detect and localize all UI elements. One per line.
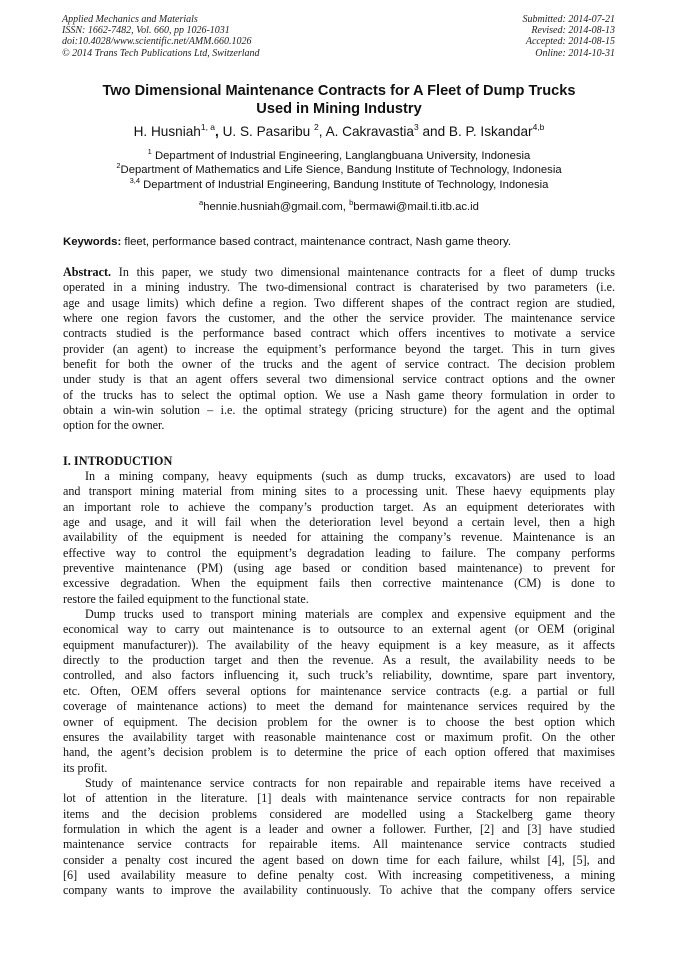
paragraph-line: availability of the equipment is needed for attaining the company’s revenue. Maintenance is an [63, 530, 615, 545]
keywords [63, 235, 615, 249]
abstract-text: In this paper, we study two dimensional maintenance contracts for a fleet of dump trucks [111, 265, 615, 279]
abstract-label: Abstract. [63, 265, 112, 279]
author-separator: , [215, 124, 219, 139]
author-name: and B. P. Iskandar [418, 124, 533, 139]
paragraph-line: directly to the production target and then the revenue. As a result, the availability needs to be [63, 653, 615, 668]
affiliation-superscript: 2 [116, 161, 121, 171]
author-superscript: 1, a [200, 122, 216, 132]
paragraph-line: consider a penalty cost incured the agent based on down time for each failure, whilst [4], [5], and [63, 852, 615, 867]
paragraph-line: restore the failed equipment to the functional state. [63, 591, 309, 606]
author-name: A. Cakravastia [325, 124, 414, 139]
author-superscript: 4,b [532, 122, 545, 132]
affiliation-list [40, 149, 638, 192]
paragraph-line: formulation in which the agent is a leader and owner a follower. Further, [2] and [3] have studied [63, 821, 615, 836]
abstract-line: under study is that an agent offers several two dimensional service contract options and the owner [63, 372, 615, 387]
abstract-line [63, 265, 615, 280]
revised-date: Revised: 2014-08-13 [531, 25, 615, 37]
paragraph-line: and transport mining material from mining sites to a processing unit. These haevy equipments play [63, 484, 615, 499]
paragraph-line: lot of attention in the literature. [1] deals with maintenance service contracts for non repairable [63, 791, 615, 806]
keywords-label: Keywords: [63, 236, 122, 248]
paragraph-line: its profit. [63, 760, 108, 775]
author-name: H. Husniah [133, 124, 201, 139]
paragraph-line: economical way to carry out maintenance is to outsource to an external agent (or OEM (original [63, 622, 615, 637]
introduction-body [63, 469, 615, 899]
journal-issn: ISSN: 1662-7482, Vol. 660, pp 1026-1031 [62, 25, 230, 37]
abstract [63, 265, 615, 434]
paragraph-line: company wants to improve the availability continuously. To achive that the company offers service [63, 883, 615, 898]
journal-name: Applied Mechanics and Materials [62, 14, 198, 25]
keywords-text: fleet, performance based contract, maintenance contract, Nash game theory. [121, 236, 512, 248]
paragraph-line: ensures the availability target with reasonable maintenance cost or maximum profit. On the other [63, 729, 615, 744]
paragraph-line: controlled, and also factors influencing it, such truck’s reliability, downtime, spare part inventory, [63, 668, 615, 683]
paper-title [50, 82, 628, 118]
affiliation-text: Department of Industrial Engineering, Langlangbuana University, Indonesia [151, 150, 531, 162]
paragraph-line: coverage of maintenance actions) to meet the demand for maintenance services required by the [63, 699, 615, 714]
paragraph-line: effective way to control the equipment’s degradation leading to failure. The company performs [63, 545, 615, 560]
abstract-line: option for the owner. [63, 418, 165, 433]
paragraph-line: equipment manufacturer)). The availability of the heavy equipment is a key measure, as it affects [63, 637, 615, 652]
paragraph-line: excessive degradation. When the equipment fails then corrective maintenance (CM) is done to [63, 576, 615, 591]
email-superscript: a [199, 198, 204, 207]
paragraph-line: Study of maintenance service contracts for non repairable and repairable items have received a [85, 775, 615, 790]
email-address: bermawi@mail.ti.itb.ac.id [353, 201, 479, 213]
journal-doi: doi:10.4028/www.scientific.net/AMM.660.1026 [62, 36, 252, 48]
affiliation-superscript: 3,4 [129, 175, 140, 185]
title-line-2: Used in Mining Industry [256, 101, 422, 117]
section-heading-introduction: I. INTRODUCTION [63, 454, 173, 468]
journal-header-left [62, 14, 260, 59]
paragraph-line: etc. Often, OEM offers several options for maintenance service contracts (e.g. a partial or full [63, 683, 615, 698]
author-separator: , [318, 124, 326, 139]
submitted-date: Submitted: 2014-07-21 [522, 14, 615, 25]
abstract-line: where one region favors the customer, and the other the service provider. The maintenance service [63, 311, 615, 326]
affiliation-text: Department of Industrial Engineering, Bandung Institute of Technology, Indonesia [140, 178, 549, 191]
paragraph-line: Dump trucks used to transport mining materials are complex and expensive equipment and the [85, 607, 615, 622]
affiliation-3 [40, 175, 638, 192]
abstract-line: contracts studied is the performance based contract which offers incentives to motivate a service [63, 326, 615, 341]
paragraph-line: maintenance service contracts for repairable items. All maintenance service contracts studied [63, 837, 615, 852]
abstract-line: obtain a win-win solution – i.e. the optimal strategy (pricing structure) for the agent and the optimal [63, 403, 615, 418]
email-address: hennie.husniah@gmail.com, [203, 201, 350, 213]
affiliation-1 [40, 149, 638, 163]
affiliation-text: Department of Mathematics and Life Sience, Bandung Institute of Technology, Indonesia [120, 164, 562, 177]
author-superscript: 3 [413, 122, 419, 132]
paragraph-line: an important role to achieve the company’s production target. As an equipment deteriorates with [63, 499, 615, 514]
title-line-1: Two Dimensional Maintenance Contracts for A Fleet of Dump Trucks [102, 83, 576, 99]
abstract-line: benefit for both the owner of the trucks and the agent of service contract. The decision problem [63, 357, 615, 372]
paragraph-line: In a mining company, heavy equipments (such as dump trucks, excavators) are used to load [85, 469, 615, 483]
author-superscript: 2 [314, 122, 319, 132]
author-list [40, 123, 638, 141]
affiliation-superscript: 1 [147, 147, 152, 156]
paragraph-line: preventive maintenance (PM) (using age based or condition based maintenance) to prevent for [63, 561, 615, 576]
paragraph-line: owner of equipment. The decision problem for the owner is to choose the best option which [63, 714, 615, 729]
abstract-line: of the trucks has to select the optimal option. We use a Nash game theory formulation in order to [63, 387, 615, 402]
journal-copyright: © 2014 Trans Tech Publications Ltd, Switzerland [62, 47, 260, 59]
journal-header-right [523, 14, 616, 59]
online-date: Online: 2014-10-31 [535, 47, 615, 59]
paragraph-line: [6] used availability measure to define penalty cost. With increasing competitiveness, a mining [63, 867, 615, 882]
author-name: U. S. Pasaribu [218, 124, 315, 139]
paragraph-line: hand, the agent’s decision problem is to determine the price of each option offered that maximises [63, 745, 615, 760]
abstract-line: operated in a mining industry. The two-dimensional contract is charaterised by two parameters (i.e. [63, 280, 615, 295]
abstract-line: age and usage limits) which define a region. Two different shapes of the contract region are studied, [63, 295, 615, 310]
author-emails [40, 200, 638, 214]
abstract-line: provider (an agent) to increase the equipment’s performance beyond the target. This in turn gives [63, 341, 615, 356]
accepted-date: Accepted: 2014-08-15 [525, 36, 615, 48]
paragraph-line: age and usage, and it will fail when the deterioration level beyond a certain level, then a high [63, 515, 615, 530]
email-superscript: b [349, 198, 354, 207]
paragraph-line: items and the decision problems considered are modelled using a Stackelberg game theory [63, 806, 615, 821]
